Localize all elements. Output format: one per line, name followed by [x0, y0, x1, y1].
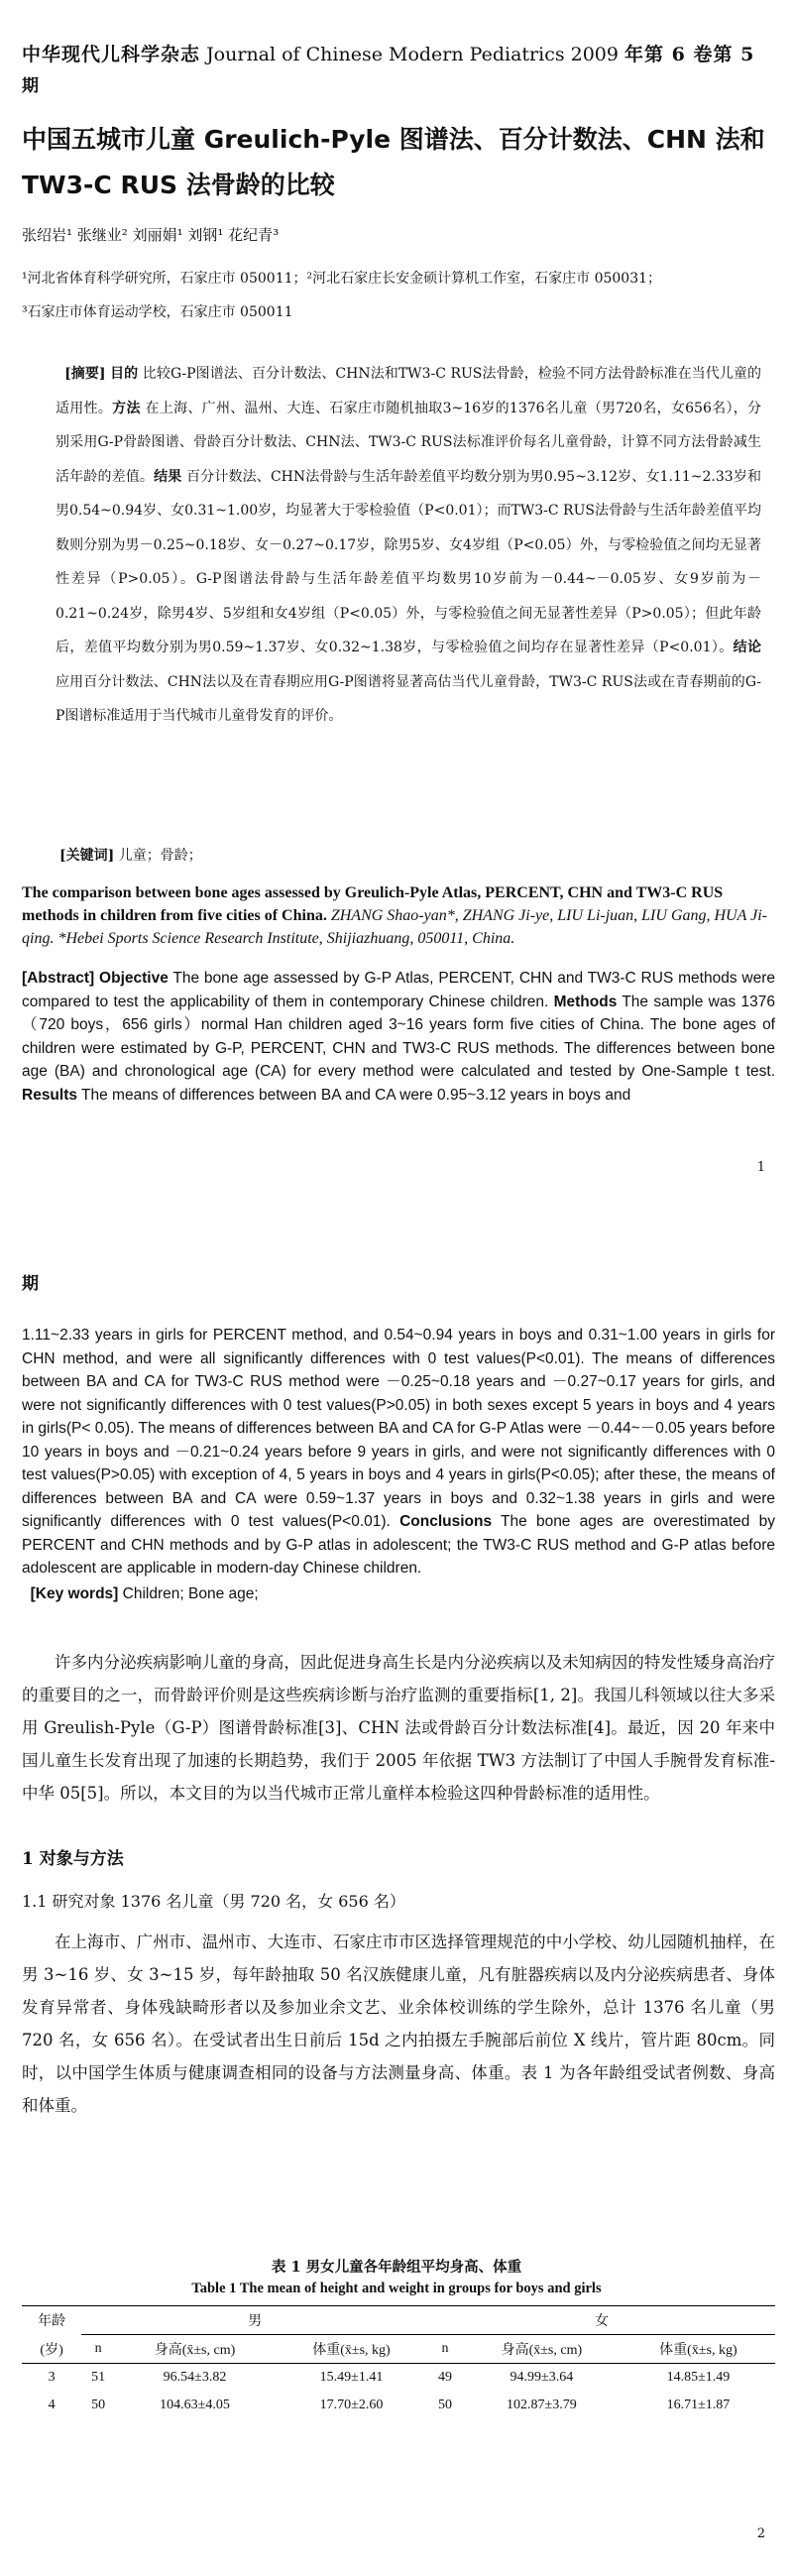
table-header-cell: 体重(x̄±s, kg) — [659, 2343, 737, 2358]
keywords-en-label: [Key words] — [30, 1584, 119, 1602]
journal-issue-end: 期 — [22, 76, 39, 96]
table-cell: 104.63±4.05 — [160, 2398, 230, 2412]
table-cell: 50 — [437, 2398, 452, 2412]
objective-label-en: Objective — [99, 970, 169, 987]
table-caption-en: Table 1 The mean of height and weight in groups for boys and girls — [191, 2281, 602, 2296]
table-cell: 102.87±3.79 — [507, 2398, 577, 2412]
keywords-cn-text: 儿童；骨龄； — [118, 848, 202, 864]
table-row — [22, 2392, 775, 2419]
table-header-cell: 体重(x̄±s, kg) — [312, 2343, 391, 2358]
abstract-en-part1 — [22, 967, 775, 1107]
table-subheader-row — [22, 2335, 775, 2364]
conclusions-label-en: Conclusions — [399, 1513, 493, 1530]
results-text-en-2: 1.11~2.33 years in girls for PERCENT method, and 0.54~0.94 years in boys and 0.31~1.00 years in girls for CHN method, and were all significantly differences with 0 test values(P<0.01). The means of differences between BA and CA for TW3-C RUS method were －0.25~0.18 years and －0.27~0.17 years for girls, and were not significantly differences with 0 test values(P>0.05) in both sexes except 5 years in boys and 4 years in girls(P< 0.05). The means of differences between BA and CA for G-P Atlas were －0.44~－0.05 years before 10 years in boys and －0.21~0.24 years before 9 years in girls, and were not significantly differences with 0 test values(P>0.05) with exception of 4, 5 years in boys and 4 years in girls(P<0.05); after these, the means of differences between BA and CA were 0.59~1.37 years in boys and 0.32~1.38 years in girls and were significantly differences with 0 test values(P<0.01). — [22, 1327, 775, 1530]
table-cell: 3 — [22, 2364, 81, 2393]
conclusions-text-en: The bone ages are overestimated by PERCENT and CHN methods and by G-P atlas in adolescent; the TW3-C RUS method and G-P atlas before adolescent are applicable in modern-day Chinese children. — [22, 1513, 775, 1577]
introduction-paragraph: 许多内分泌疾病影响儿童的身高，因此促进身高生长是内分泌疾病以及未知病因的特发性矮身高治疗的重要目的之一，而骨龄评价则是这些疾病诊断与治疗监测的重要指标[1, 2]。我国儿科领域以往大多采用 Greulish-Pyle（G-P）图谱骨龄标准[3]、CHN 法或骨龄百分计数法标准[4]。最近，因 20 年来中国儿童生长发育出现了加速的长期趋势，我们于 2005 年依据 TW3 方法制订了中国人手腕骨发育标准-中华 05[5]。所以，本文目的为以当代城市正常儿童样本检验这四种骨龄标准的适用性。 — [22, 1653, 775, 1803]
methods-text-en: The sample was 1376（720 boys，656 girls）normal Han children aged 3~16 years form five cities of China. The bone ages of children were estimated by G-P, PERCENT, CHN and TW3-C RUS methods. The differences between bone age (BA) and chronological age (CA) for every method were calculated and tested by One-Sample t test. — [22, 993, 775, 1080]
keywords-cn — [59, 845, 202, 865]
results-label-en: Results — [22, 1086, 77, 1104]
methods-text-cn: 在上海、广州、温州、大连、石家庄市随机抽取3~16岁的1376名儿童（男720名，女656名），分别采用G-P骨龄图谱、骨龄百分计数法、CHN法、TW3-C RUS法标准评价每名儿童骨龄，计算不同方法骨龄减生活年龄的差值。 — [56, 400, 762, 485]
abstract-en-label: [Abstract] — [22, 970, 95, 987]
english-authors: ZHANG Shao-yan*, ZHANG Ji-ye, LIU Li-juan, LIU Gang, HUA Ji-qing. *Hebei Sports Science Research Institute, Shijiazhuang, 050011, China. — [22, 907, 767, 947]
english-title: The comparison between bone ages assessed by Greulich-Pyle Atlas, PERCENT, CHN and TW3-C RUS methods in children from five cities of China. — [22, 884, 724, 924]
journal-header — [22, 36, 775, 73]
table-cell: 51 — [81, 2364, 115, 2393]
table-cell: 14.85±1.49 — [622, 2364, 775, 2393]
methods-label-en: Methods — [553, 993, 618, 1010]
table-cell: 16.71±1.87 — [666, 2398, 731, 2412]
authors-cn: 张绍岩¹ 张继业² 刘丽娟¹ 刘钢¹ 花纪青³ — [22, 226, 280, 244]
abstract-en-part2 — [22, 1324, 775, 1605]
results-label-cn: 结果 — [154, 468, 182, 485]
results-text-en-1: The means of differences between BA and CA were 0.95~3.12 years in boys and — [81, 1086, 631, 1104]
section-heading: 1 对象与方法 — [22, 1849, 124, 1869]
table-cell: 96.54±3.82 — [115, 2364, 275, 2393]
objective-label-cn: 目的 — [110, 366, 139, 382]
table-header-cell: n — [94, 2341, 102, 2356]
table-cell: 50 — [91, 2398, 106, 2412]
article-title: 中国五城市儿童 Greulich-Pyle 图谱法、百分计数法、CHN 法和 TW3-C RUS 法骨龄的比较 — [22, 125, 765, 199]
table-cell: 4 — [48, 2398, 56, 2412]
objective-text-en: The bone age assessed by G-P Atlas, PERCENT, CHN and TW3-C RUS methods were compared to test the applicability of them in contemporary Chinese children. — [22, 970, 776, 1010]
affiliation-line: ³石家庄市体育运动学校，石家庄市 050011 — [22, 304, 293, 320]
table-header-cell: 女 — [428, 2306, 775, 2335]
table-header-cell: (岁) — [40, 2342, 63, 2358]
methods-paragraph: 在上海市、广州市、温州市、大连市、石家庄市市区选择管理规范的中小学校、幼儿园随机抽样，在男 3~16 岁、女 3~15 岁，每年龄抽取 50 名汉族健康儿童，凡有脏器疾病以及内分泌疾病患者、身体发育异常者、身体残缺畸形者以及参加业余文艺、业余体校训练的学生除外，总计 1376 名儿童（男 720 名，女 656 名）。在受试者出生日前后 15d 之内拍摄左手腕部后前位 X 线片，管片距 80cm。同时，以中国学生体质与健康调查相同的设备与方法测量身高、体重。表 1 为各年龄组受试者例数、身高和体重。 — [22, 1932, 775, 2115]
subsection-heading: 1.1 研究对象 1376 名儿童（男 720 名，女 656 名） — [22, 1892, 405, 1911]
keywords-cn-label: [关键词] — [59, 848, 115, 864]
journal-issue: 年第 6 卷第 5 — [624, 44, 755, 65]
conclusion-text-cn: 应用百分计数法、CHN法以及在青春期应用G-P图谱将显著高估当代儿童骨龄，TW3-C RUS法或在青春期前的G-P图谱标准适用于当代城市儿童骨发育的评价。 — [56, 673, 761, 724]
page-number: 2 — [756, 2526, 765, 2541]
table-header-cell: 男 — [81, 2306, 428, 2335]
data-table — [22, 2305, 775, 2419]
journal-name-cn: 中华现代儿科学杂志 — [22, 44, 201, 65]
affiliation-line: ¹河北省体育科学研究所，石家庄市 050011；²河北石家庄长安金硕计算机工作室，石家庄市 050031； — [22, 271, 662, 287]
table-cell: 15.49±1.41 — [275, 2364, 428, 2393]
table-cell: 94.99±3.64 — [462, 2364, 622, 2393]
english-title-block — [22, 881, 775, 950]
conclusion-label-cn: 结论 — [733, 640, 762, 655]
table-header-cell: 身高(x̄±s, cm) — [501, 2343, 583, 2358]
abstract-cn-label: [摘要] — [64, 366, 106, 382]
page-number: 1 — [756, 1160, 765, 1175]
journal-issue-end-repeat: 期 — [22, 1274, 39, 1294]
table-cell: 17.70±2.60 — [319, 2398, 384, 2412]
affiliations — [22, 262, 775, 329]
results-text-cn: 百分计数法、CHN法骨龄与生活年龄差值平均数分别为男0.95~3.12岁、女1.11~2.33岁和男0.54~0.94岁、女0.31~1.00岁，均显著大于零检验值（P<0.01）；而TW3-C RUS法骨龄与生活年龄差值平均数则分别为男－0.25~0.18岁、女－0.27~0.17岁，除男5岁、女4岁组（P<0.05）外，与零检验值之间均无显著性差异（P>0.05）。G-P图谱法骨龄与生活年龄差值平均数男10岁前为－0.44~－0.05岁、女9岁前为－0.21~0.24岁，除男4岁、5岁组和女4岁组（P<0.05）外，与零检验值之间无显著性差异（P>0.05）；但此年龄后，差值平均数分别为男0.59~1.37岁、女0.32~1.38岁，与零检验值之间均存在显著性差异（P<0.01）。 — [56, 468, 761, 655]
table-header-cell: 身高(x̄±s, cm) — [154, 2343, 236, 2358]
objective-text-cn: 比较G-P图谱法、百分计数法、CHN法和TW3-C RUS法骨龄，检验不同方法骨龄标准在当代儿童的适用性。 — [56, 366, 761, 416]
methods-label-cn: 方法 — [112, 400, 141, 416]
table-cell: 49 — [428, 2364, 462, 2393]
table-row — [22, 2364, 775, 2393]
table-header-cell: 年龄 — [22, 2306, 81, 2335]
table-header-cell: n — [441, 2341, 449, 2356]
table-header-row — [22, 2306, 775, 2335]
keywords-en-text: Children; Bone age; — [122, 1584, 259, 1602]
abstract-cn — [56, 357, 761, 734]
keywords-en — [22, 1582, 775, 1606]
table-caption-cn: 表 1 男女儿童各年龄组平均身高、体重 — [271, 2259, 522, 2276]
journal-name-en: Journal of Chinese Modern Pediatrics 2009 — [206, 44, 619, 65]
